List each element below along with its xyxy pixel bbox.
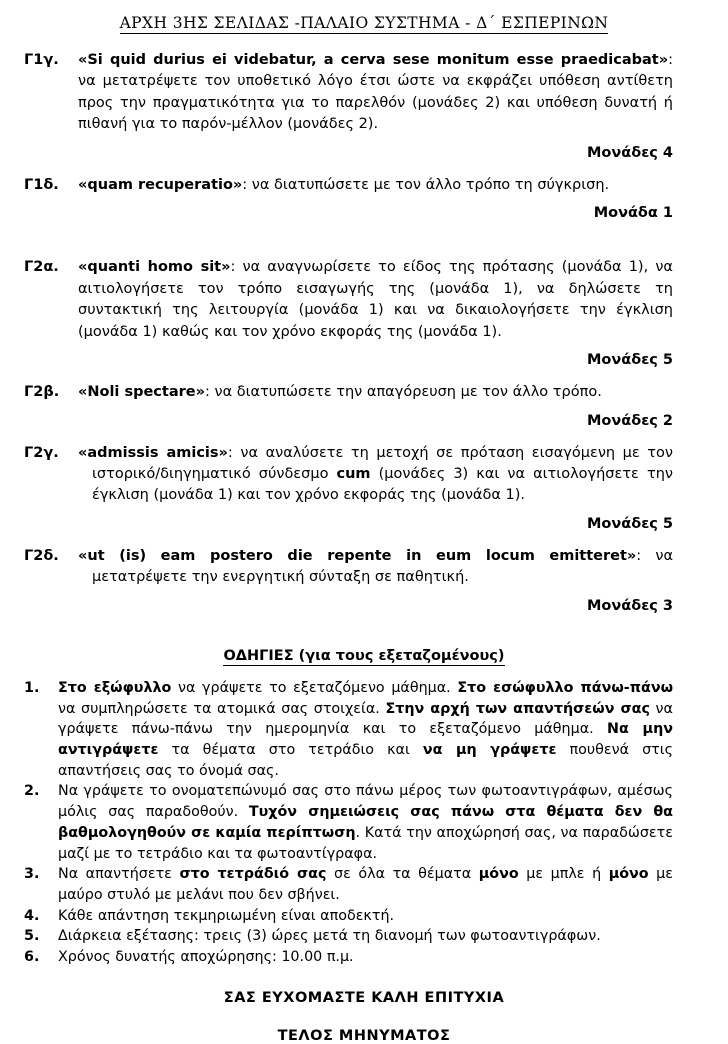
- question-block: [0, 175, 728, 196]
- instruction-emphasis: Στο εσώφυλλο πάνω-πάνω: [457, 679, 674, 696]
- instruction-item: [22, 864, 673, 905]
- instruction-body: [58, 781, 673, 864]
- instruction-emphasis: μόνο: [478, 866, 519, 883]
- question-inline-bold: cum: [336, 465, 371, 482]
- instruction-body: [58, 678, 673, 782]
- instruction-emphasis: μόνο: [608, 866, 649, 883]
- question-body: : να διατυπώσετε την απαγόρευση με τον άλλο τρόπο.: [204, 384, 602, 401]
- question-body: : να μετατρέψετε τον υποθετικό λόγο έτσι ώστε να εκφράζει υπόθεση αντίθετη προς την πραγματικότητα για το παρελθόν (μονάδες 2) και υπόθεση δυνατή ή πιθανή για το παρόν-μέλλον (μονάδες 2).: [78, 52, 673, 133]
- instructions-title: [0, 648, 728, 666]
- question-body-after: (μονάδες 3) και να αιτιολογήσετε την έγκλιση (μονάδα 1) και τον χρόνο εκφοράς της (μονάδα 1).: [92, 465, 673, 504]
- instruction-emphasis: να μη γράψετε: [422, 741, 557, 758]
- good-luck-message: ΣΑΣ ΕΥΧΟΜΑΣΤΕ ΚΑΛΗ ΕΠΙΤΥΧΙΑ: [223, 989, 505, 1006]
- instruction-run: Χρόνος δυνατής αποχώρησης: 10.00 π.μ.: [58, 949, 354, 966]
- instruction-run: . Κατά την αποχώρησή σας, να παραδώσετε μαζί με το τετράδιο και τα φωτοαντίγραφα.: [58, 824, 673, 862]
- question-quote: «ut (is) eam postero die repente in eum locum emitteret»: [78, 547, 637, 564]
- instruction-emphasis: Στο εξώφυλλο: [58, 679, 172, 696]
- question-text: [78, 546, 673, 589]
- question-label: Γ1γ.: [24, 52, 59, 68]
- question-label: Γ2δ.: [24, 547, 59, 564]
- instruction-run: τα θέματα στο τετράδιο και: [158, 741, 423, 758]
- question-label: Γ2γ.: [24, 444, 59, 461]
- question-label: Γ2β.: [24, 384, 60, 401]
- instruction-run: Να απαντήσετε: [58, 866, 180, 883]
- instruction-run: με μαύρο στυλό με μελάνι που δεν σβήνει.: [58, 866, 673, 903]
- instruction-number: 6.: [24, 949, 40, 966]
- question-label: Γ1δ.: [24, 176, 59, 193]
- instruction-emphasis: Στην αρχή των απαντήσεών σας: [385, 700, 650, 717]
- page-header-title: ΑΡΧΗ 3ΗΣ ΣΕΛΙΔΑΣ -ΠΑΛΑΙΟ ΣΥΣΤΗΜΑ - Δ΄ ΕΣΠΕΡΙΝΩΝ: [119, 14, 609, 32]
- question-body: : να αναγνωρίσετε το είδος της πρότασης (μονάδα 1), να αιτιολογήσετε τον τρόπο εισαγωγής της (μονάδα 1), να δηλώσετε τη συντακτική της λειτουργία (μονάδα 1) και να δικαιολογήσετε την έγκλιση (μονάδα 1) καθώς και τον χρόνο εκφοράς της (μονάδα 1).: [78, 259, 673, 340]
- question-marks: Μονάδες 3: [587, 597, 673, 614]
- question-marks: Μονάδες 4: [587, 144, 673, 161]
- section-gap: [0, 221, 728, 243]
- instruction-number: 1.: [24, 679, 40, 696]
- instruction-emphasis: Τυχόν σημειώσεις σας πάνω στα θέματα δεν θα βαθμολογηθούν σε καμία περίπτωση: [58, 804, 673, 841]
- instruction-number: 4.: [24, 907, 40, 924]
- instructions-list: [0, 678, 728, 968]
- question-text: [78, 443, 673, 507]
- question-text: [78, 50, 673, 136]
- instruction-number: 3.: [24, 866, 40, 883]
- instruction-item: [22, 947, 673, 968]
- question-marks: Μονάδες 5: [587, 515, 673, 532]
- question-text: [78, 382, 673, 403]
- instruction-item: [22, 926, 673, 947]
- instruction-body: [58, 926, 673, 947]
- instruction-body: [58, 947, 673, 968]
- instruction-item: [22, 906, 673, 927]
- page-header: [0, 0, 728, 36]
- question-quote: «quanti homo sit»: [78, 259, 231, 276]
- question-body: : να μετατρέψετε την ενεργητική σύνταξη σε παθητική.: [92, 547, 673, 586]
- question-marks: Μονάδα 1: [593, 205, 673, 222]
- question-quote: «Noli spectare»: [78, 384, 205, 401]
- instruction-run: Διάρκεια εξέτασης: τρεις (3) ώρες μετά τη διανομή των φωτοαντιγράφων.: [58, 928, 601, 945]
- question-text: [78, 257, 673, 343]
- instruction-run: σε όλα τα θέματα: [326, 866, 479, 883]
- instruction-emphasis: Να μην αντιγράψετε: [58, 721, 673, 758]
- instruction-run: πουθενά στις απαντήσεις σας το όνομά σας.: [58, 741, 673, 779]
- question-quote: «quam recuperatio»: [78, 176, 243, 193]
- question-quote: «Si quid durius ei videbatur, a cerva sese monitum esse praedicabat»: [78, 52, 669, 68]
- question-block: [0, 382, 728, 403]
- instruction-item: [22, 781, 673, 864]
- question-block: [0, 257, 728, 343]
- instruction-run: με μπλε ή: [518, 866, 609, 883]
- question-marks: Μονάδες 5: [587, 352, 673, 369]
- question-body-before: : να αναλύσετε τη μετοχή σε πρόταση εισαγόμενη με τον ιστορικό/διηγηματικό σύνδεσμο: [92, 444, 673, 482]
- instruction-emphasis: στο τετράδιό σας: [179, 866, 327, 883]
- question-text: [78, 175, 673, 196]
- question-body: : να διατυπώσετε με τον άλλο τρόπο τη σύγκριση.: [242, 176, 610, 193]
- question-block: [0, 443, 728, 507]
- question-block: [0, 50, 728, 136]
- instruction-run: να συμπληρώσετε τα ατομικά σας στοιχεία.: [58, 700, 386, 717]
- question-block: [0, 546, 728, 589]
- instruction-number: 2.: [24, 783, 40, 800]
- instructions-title-text: ΟΔΗΓΙΕΣ (για τους εξεταζομένους): [223, 647, 505, 664]
- instruction-item: [22, 678, 673, 782]
- instruction-run: Κάθε απάντηση τεκμηριωμένη είναι αποδεκτή.: [58, 907, 395, 924]
- instruction-run: να γράψετε το εξεταζόμενο μάθημα.: [171, 679, 458, 696]
- instruction-run: Να γράψετε το ονοματεπώνυμό σας στο πάνω μέρος των φωτοαντιγράφων, αμέσως μόλις σας παραδοθούν.: [58, 783, 673, 821]
- question-quote: «admissis amicis»: [78, 444, 228, 461]
- end-of-message: ΤΕΛΟΣ ΜΗΝΥΜΑΤΟΣ: [277, 1027, 451, 1044]
- question-label: Γ2α.: [24, 259, 59, 276]
- instruction-body: [58, 864, 673, 905]
- instruction-run: να γράψετε πάνω-πάνω την ημερομηνία και το εξεταζόμενο μάθημα.: [58, 700, 673, 738]
- instruction-body: [58, 906, 673, 927]
- question-marks: Μονάδες 2: [587, 412, 673, 429]
- instruction-number: 5.: [24, 928, 40, 945]
